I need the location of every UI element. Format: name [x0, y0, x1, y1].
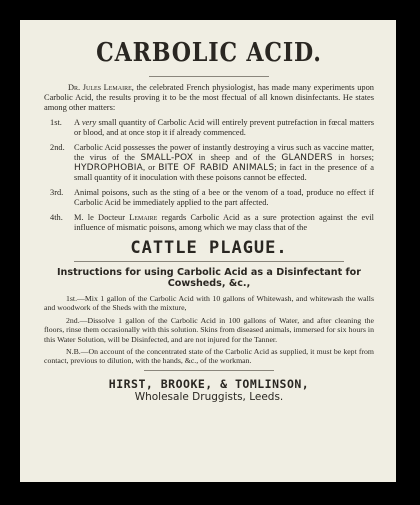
- item-text: M. le Docteur: [74, 213, 130, 222]
- item-caps: BITE OF RABID ANIMALS: [158, 163, 275, 173]
- item-text: Carbolic Acid possesses the power of instantly destroying a virus such as vaccine matter, the virus of the: [74, 143, 374, 162]
- item-text: Animal poisons, such as the sting of a bee or the venom of a toad, produce no effect if Carbolic Acid be immediately applied to the part affected.: [74, 188, 374, 207]
- document-title: CARBOLIC ACID.: [96, 38, 322, 68]
- list-item-2: [44, 143, 374, 183]
- item-number: 4th.: [50, 213, 63, 222]
- intro-text: , the celebrated French physiologist, has made many experiments upon Carbolic Acid, the results proving it to be the most ffectual of all known disinfectants. He states among other matters:: [44, 83, 374, 112]
- instruction-paragraph-1: 1st.—Mix 1 gallon of the Carbolic Acid with 10 gallons of Whitewash, and whitewash the walls and woodwork of the Sheds with the mixture,: [44, 294, 374, 313]
- intro-paragraph: [44, 83, 374, 113]
- item-text: regards Carbolic Acid as a sure protection against the evil influence of mismatic poisons, among which we may class that of the: [74, 213, 374, 232]
- item-caps: GLANDERS: [281, 153, 333, 163]
- firm-trade: Wholesale Druggists, Leeds.: [134, 390, 284, 403]
- title-divider: [149, 76, 269, 77]
- item-emphasis: very: [81, 118, 97, 127]
- item-text: A: [74, 118, 82, 127]
- item-name: Lemaire: [129, 213, 158, 222]
- item-text: , or: [143, 163, 159, 172]
- item-number: 2nd.: [50, 143, 65, 152]
- intro-name: Dr. Jules Lemaire: [68, 83, 132, 92]
- item-number: 1st.: [50, 118, 62, 127]
- firm-name: HIRST, BROOKE, & TOMLINSON,: [108, 376, 310, 391]
- item-text: small quantity of Carbolic Acid will entirely prevent putrefaction in fœcal matters or blood, and at once stop it if already commenced.: [74, 118, 374, 137]
- item-text: in horses;: [332, 153, 374, 162]
- item-text: ; in fact in the presence of a small quantity of it inoculation with these poisons cannot be effected.: [74, 163, 374, 182]
- item-number: 3rd.: [50, 188, 64, 197]
- cattle-plague-heading: CATTLE PLAGUE.: [130, 238, 288, 258]
- instruction-paragraph-2: 2nd.—Dissolve 1 gallon of the Carbolic Acid in 100 gallons of Water, and after cleaning the floors, rinse them occasionally with this solution. Skins from diseased animals, immersed for six hours in this Water Solution, will be Disinfected, and are not injured for the Tanner.: [44, 315, 374, 344]
- headline-divider: [74, 261, 344, 262]
- list-item-3: [44, 188, 374, 208]
- list-item-4: [44, 213, 374, 233]
- item-text: in sheep and of the: [193, 153, 282, 162]
- nb-paragraph: N.B.—On account of the concentrated state of the Carbolic Acid as supplied, it must be kept from contact, previous to dilution, with the hands, &c., of the workman.: [44, 347, 374, 366]
- list-item-1: [44, 118, 374, 138]
- instructions-heading: Instructions for using Carbolic Acid as a Disinfectant for Cowsheds, &c.,: [56, 267, 361, 289]
- document-sheet: [20, 20, 396, 482]
- item-caps: HYDROPHOBIA: [74, 163, 143, 173]
- item-caps: SMALL-POX: [140, 153, 194, 163]
- footer-divider: [144, 370, 274, 371]
